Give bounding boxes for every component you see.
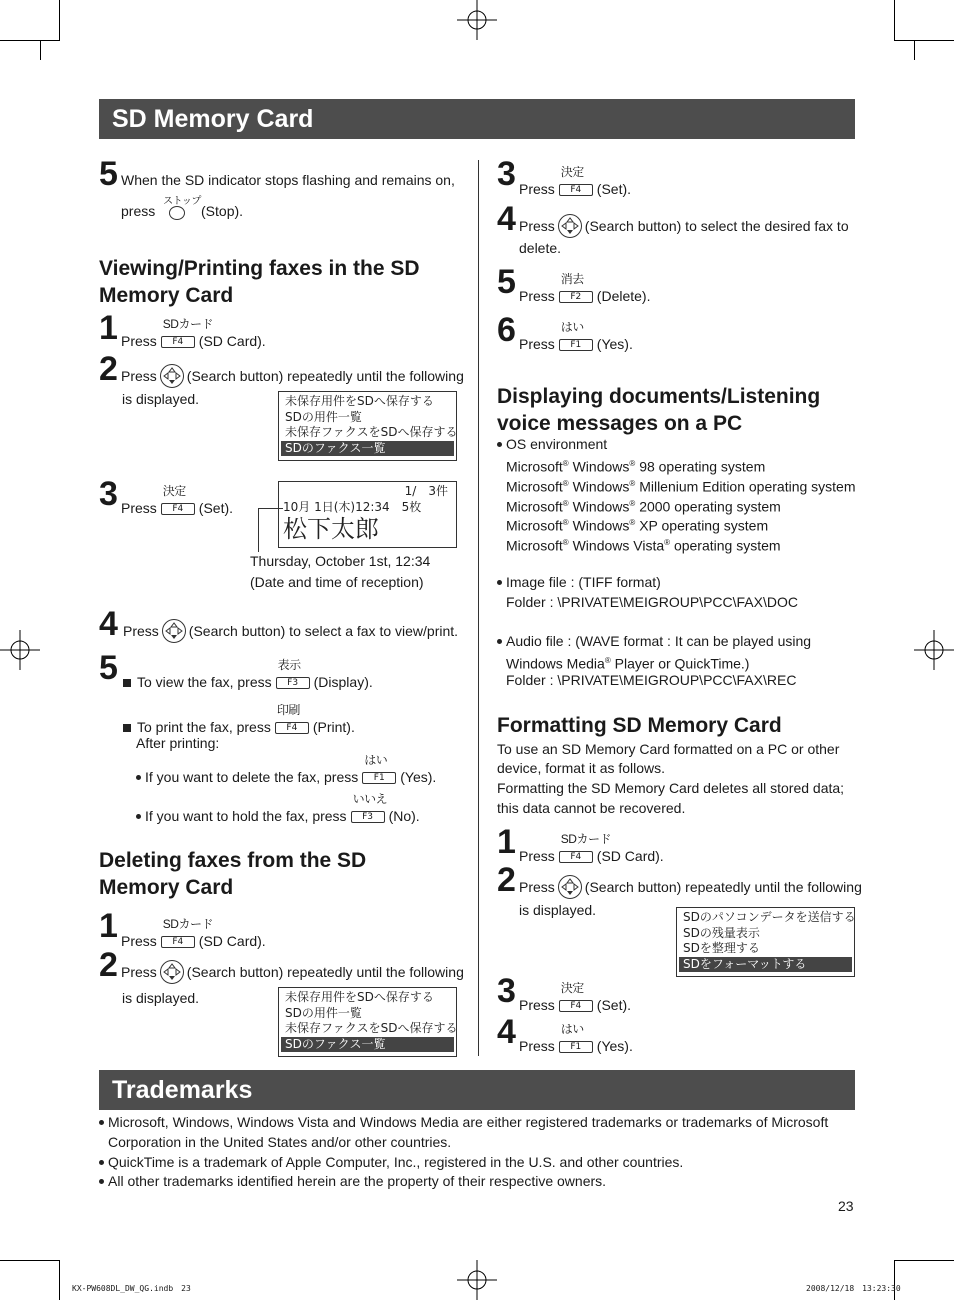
section-title: Formatting SD Memory Card xyxy=(497,714,782,737)
player-text: Player or QuickTime.) xyxy=(614,655,750,672)
step-number: 5 xyxy=(99,155,118,193)
bullet xyxy=(99,1160,104,1165)
f4-key xyxy=(559,981,593,1012)
step-suffix: (SD Card). xyxy=(596,848,664,864)
lcd-display-fax xyxy=(278,481,457,548)
list-item xyxy=(497,434,607,454)
press-label: press xyxy=(121,203,156,219)
title-line: Memory Card xyxy=(99,876,234,899)
key-label: 消去 xyxy=(560,272,584,286)
os-version: operating system xyxy=(673,537,781,554)
step-suffix: (Display). xyxy=(313,674,373,690)
square-bullet xyxy=(123,724,131,732)
bullet xyxy=(99,1120,104,1125)
key-code: F3 xyxy=(351,811,385,823)
stop-key-label: ストップ xyxy=(163,196,201,207)
key-label: 印刷 xyxy=(276,703,300,717)
trademark-text: All other trademarks identified herein are the property of their respective owners. xyxy=(108,1173,607,1189)
registered-mark: ® xyxy=(629,459,636,468)
win-text: Windows xyxy=(572,478,630,495)
step-number: 2 xyxy=(99,946,118,984)
key-label: はい xyxy=(560,320,584,334)
step-suffix: (Search button) repeatedly until the following xyxy=(584,879,862,895)
step-suffix: (Yes). xyxy=(596,1038,633,1054)
section-title xyxy=(497,383,820,437)
press-label: Press xyxy=(121,933,157,949)
folder-path: Folder : \PRIVATE\MEIGROUP\PCC\FAX\REC xyxy=(506,672,797,688)
step-prefix: If you want to delete the fax, press xyxy=(145,769,359,785)
key-label: いいえ xyxy=(352,792,388,806)
press-label: Press xyxy=(121,964,157,980)
step-suffix: (Print). xyxy=(312,719,355,735)
step-suffix: (Yes). xyxy=(400,769,437,785)
crop-mark xyxy=(894,0,895,40)
ms-text: Microsoft xyxy=(506,498,563,515)
step-suffix: (Delete). xyxy=(596,288,651,304)
step-text xyxy=(519,981,632,1015)
step-text: is displayed. xyxy=(122,391,200,407)
lcd-line: 未保存ファクスをSDへ保存する xyxy=(285,425,458,439)
key-label: SDカード xyxy=(162,317,213,331)
step-suffix: (Set). xyxy=(198,500,234,516)
caption: (Date and time of reception) xyxy=(250,574,424,590)
column-divider xyxy=(478,160,479,1056)
registered-mark: ® xyxy=(604,656,611,665)
step-prefix: To view the fax, press xyxy=(137,674,272,690)
trademark-text: Microsoft, Windows, Windows Vista and Windows Media are either registered trademarks or trademarks of Microsoft xyxy=(108,1114,829,1130)
key-code: F4 xyxy=(559,184,593,196)
crop-mark xyxy=(894,1260,895,1300)
step-text xyxy=(519,1022,633,1056)
os-version: XP operating system xyxy=(639,517,769,534)
lcd-line: SDのパソコンデータを送信する xyxy=(683,910,856,924)
trademark-text: QuickTime is a trademark of Apple Computer, Inc., registered in the U.S. and other countries. xyxy=(108,1154,684,1170)
step-suffix: (Set). xyxy=(596,997,632,1013)
press-label: Press xyxy=(519,1038,555,1054)
lcd-fax-count: 1/ 3件 xyxy=(404,484,448,498)
section-header-trademarks: Trademarks xyxy=(99,1070,855,1110)
key-label: 決定 xyxy=(560,165,584,179)
f4-key xyxy=(161,484,195,515)
bullet xyxy=(136,814,141,819)
key-label: SDカード xyxy=(560,832,611,846)
search-button-icon xyxy=(160,960,184,984)
caption: Thursday, October 1st, 12:34 xyxy=(250,553,431,569)
f4-key xyxy=(275,703,309,734)
step-number: 4 xyxy=(99,605,118,643)
section-header-sd-memory-card: SD Memory Card xyxy=(99,99,855,139)
search-button-icon xyxy=(558,875,582,899)
step-text xyxy=(519,875,862,899)
step-number: 1 xyxy=(99,309,118,347)
title-line: Displaying documents/Listening xyxy=(497,385,821,408)
step-text xyxy=(121,198,243,224)
paragraph-line: device, format it as follows. xyxy=(497,760,666,776)
media-text: Windows Media xyxy=(506,655,605,672)
step-text xyxy=(136,792,420,826)
search-button-icon xyxy=(162,619,186,643)
footer-file: KX-PW608DL_DW_QG.indb 23 xyxy=(72,1284,191,1293)
f3-key xyxy=(276,658,310,689)
key-code: F2 xyxy=(559,291,593,303)
f1-key xyxy=(362,753,396,784)
ms-text: Microsoft xyxy=(506,537,563,554)
section-title xyxy=(99,255,420,309)
bullet xyxy=(497,580,502,585)
step-suffix: (Search button) to select a fax to view/print. xyxy=(188,623,459,639)
step-text xyxy=(121,484,234,518)
step-number: 3 xyxy=(497,155,516,193)
image-file-label: Image file : (TIFF format) xyxy=(506,574,661,590)
step-number: 5 xyxy=(99,649,118,687)
registered-mark: ® xyxy=(629,499,636,508)
step-text: After printing: xyxy=(136,735,220,751)
title-line: Memory Card xyxy=(99,284,234,307)
win-text: Windows xyxy=(572,517,630,534)
step-prefix: If you want to hold the fax, press xyxy=(145,808,347,824)
lcd-line: 未保存用件をSDへ保存する xyxy=(285,394,434,408)
audio-file-label: Audio file : (WAVE format : It can be played using xyxy=(506,633,812,649)
lcd-line: SDの用件一覧 xyxy=(285,409,362,424)
stop-button xyxy=(163,196,201,224)
key-label: はい xyxy=(364,753,388,767)
key-code: F4 xyxy=(161,336,195,348)
f1-key xyxy=(559,1022,593,1053)
step-text xyxy=(121,317,266,351)
footer-timestamp: 2008/12/18 13:23:30 xyxy=(806,1284,901,1293)
step-number: 2 xyxy=(99,350,118,388)
key-code: F1 xyxy=(559,1041,593,1053)
title-line: Viewing/Printing faxes in the SD xyxy=(99,257,420,280)
key-code: F4 xyxy=(559,851,593,863)
step-text xyxy=(136,753,437,787)
lcd-line-selected: SDをフォーマットする xyxy=(679,957,852,973)
lcd-line: 未保存用件をSDへ保存する xyxy=(285,990,434,1004)
step-text: is displayed. xyxy=(122,990,200,1006)
step-suffix: (Search button) repeatedly until the following xyxy=(186,368,464,384)
lcd-line: SDの用件一覧 xyxy=(285,1005,362,1020)
step-number: 4 xyxy=(497,200,516,238)
step-suffix: (Yes). xyxy=(596,336,633,352)
key-code: F1 xyxy=(559,339,593,351)
list-item xyxy=(497,631,811,651)
callout-line xyxy=(258,508,259,552)
step-number: 3 xyxy=(99,475,118,513)
callout-line xyxy=(258,508,283,509)
lcd-line-selected: SDのファクス一覧 xyxy=(281,441,454,457)
trademark-item: Corporation in the United States and/or other countries. xyxy=(108,1134,452,1150)
press-label: Press xyxy=(519,997,555,1013)
bullet xyxy=(497,442,502,447)
step-text xyxy=(121,364,464,388)
paragraph-line: Formatting the SD Memory Card deletes all stored data; xyxy=(497,780,845,796)
registration-mark xyxy=(0,630,40,670)
lcd-fax-date: 10月 1日(木)12:34 5枚 xyxy=(283,499,422,514)
crop-mark xyxy=(894,40,954,41)
bullet xyxy=(136,775,141,780)
trademark-item xyxy=(99,1112,828,1132)
step-number: 1 xyxy=(497,823,516,861)
key-label: SDカード xyxy=(162,917,213,931)
press-label: Press xyxy=(519,336,555,352)
key-code: F1 xyxy=(362,772,396,784)
key-code: F4 xyxy=(161,936,195,948)
ms-text: Microsoft xyxy=(506,478,563,495)
key-code: F4 xyxy=(559,1000,593,1012)
press-label: Press xyxy=(519,181,555,197)
vista-text: Windows Vista xyxy=(572,537,665,554)
win-text: Windows xyxy=(572,498,630,515)
step-number: 3 xyxy=(497,972,516,1010)
step-suffix: (Stop). xyxy=(201,203,244,219)
step-number: 5 xyxy=(497,263,516,301)
os-version: Millenium Edition operating system xyxy=(639,478,856,495)
step-text: is displayed. xyxy=(519,902,597,918)
press-label: Press xyxy=(519,288,555,304)
step-number: 2 xyxy=(497,861,516,899)
search-button-icon xyxy=(558,214,582,238)
key-label: 表示 xyxy=(277,658,301,672)
crop-mark xyxy=(0,1260,60,1261)
registered-mark: ® xyxy=(562,538,569,547)
press-label: Press xyxy=(121,368,157,384)
step-suffix: (SD Card). xyxy=(198,333,266,349)
crop-mark xyxy=(914,40,915,60)
registered-mark: ® xyxy=(629,479,636,488)
press-label: Press xyxy=(121,500,157,516)
step-text: When the SD indicator stops flashing and remains on, xyxy=(121,172,455,188)
step-text xyxy=(519,832,664,866)
trademark-item xyxy=(99,1171,606,1191)
key-label: 決定 xyxy=(560,981,584,995)
press-label: Press xyxy=(519,848,555,864)
step-text xyxy=(123,619,458,643)
lcd-display xyxy=(278,987,457,1057)
crop-mark xyxy=(40,40,41,60)
step-text xyxy=(519,214,849,238)
key-label: 決定 xyxy=(162,484,186,498)
step-number: 1 xyxy=(99,907,118,945)
os-version: 2000 operating system xyxy=(639,498,781,515)
step-text xyxy=(519,320,633,354)
registered-mark: ® xyxy=(664,538,671,547)
key-label: はい xyxy=(560,1022,584,1036)
f4-key xyxy=(559,165,593,196)
paragraph-line: To use an SD Memory Card formatted on a PC or other xyxy=(497,741,840,757)
registration-mark xyxy=(457,0,497,40)
crop-mark xyxy=(0,40,60,41)
lcd-line: SDを整理する xyxy=(683,941,760,955)
step-text xyxy=(123,658,373,692)
registered-mark: ® xyxy=(562,479,569,488)
lcd-line: 未保存ファクスをSDへ保存する xyxy=(285,1021,458,1035)
step-suffix: (No). xyxy=(388,808,420,824)
registration-mark xyxy=(457,1260,497,1300)
title-line: Deleting faxes from the SD xyxy=(99,849,367,872)
lcd-line-selected: SDのファクス一覧 xyxy=(281,1037,454,1053)
square-bullet xyxy=(123,679,131,687)
os-version: 98 operating system xyxy=(639,458,766,475)
step-suffix: (Set). xyxy=(596,181,632,197)
press-label: Press xyxy=(123,623,159,639)
step-suffix: (SD Card). xyxy=(198,933,266,949)
key-code: F4 xyxy=(275,722,309,734)
registration-mark xyxy=(914,630,954,670)
f4-key xyxy=(161,317,213,348)
step-text xyxy=(519,272,651,306)
crop-mark xyxy=(59,1260,60,1300)
step-text xyxy=(519,165,632,199)
registered-mark: ® xyxy=(629,518,636,527)
registered-mark: ® xyxy=(562,518,569,527)
step-suffix: (Search button) to select the desired fax to xyxy=(584,218,849,234)
f4-key xyxy=(161,917,213,948)
bullet xyxy=(497,639,502,644)
step-number: 6 xyxy=(497,311,516,349)
key-code: F3 xyxy=(276,677,310,689)
paragraph-line: this data cannot be recovered. xyxy=(497,800,686,816)
step-text: delete. xyxy=(519,240,562,256)
lcd-fax-sender: 松下太郎 xyxy=(283,515,379,543)
crop-mark xyxy=(894,1260,954,1261)
page-number: 23 xyxy=(838,1198,854,1214)
f4-key xyxy=(559,832,611,863)
bullet xyxy=(99,1179,104,1184)
f2-key xyxy=(559,272,593,303)
win-text: Windows xyxy=(572,458,630,475)
step-text xyxy=(121,917,266,951)
lcd-display xyxy=(278,391,457,461)
registered-mark: ® xyxy=(562,459,569,468)
step-prefix: To print the fax, press xyxy=(137,719,271,735)
registered-mark: ® xyxy=(562,499,569,508)
key-code: F4 xyxy=(161,503,195,515)
trademark-item xyxy=(99,1152,683,1172)
ms-text: Microsoft xyxy=(506,517,563,534)
os-label: OS environment xyxy=(506,436,608,452)
step-text xyxy=(121,960,464,984)
ms-text: Microsoft xyxy=(506,458,563,475)
press-label: Press xyxy=(121,333,157,349)
list-item xyxy=(497,572,661,592)
f3-key xyxy=(351,792,388,823)
f1-key xyxy=(559,320,593,351)
press-label: Press xyxy=(519,218,555,234)
lcd-line: SDの残量表示 xyxy=(683,925,760,940)
step-suffix: (Search button) repeatedly until the following xyxy=(186,964,464,980)
lcd-display xyxy=(676,907,855,977)
search-button-icon xyxy=(160,364,184,388)
title-line: voice messages on a PC xyxy=(497,412,743,435)
step-number: 4 xyxy=(497,1013,516,1051)
stop-key-icon xyxy=(169,206,185,220)
section-title xyxy=(99,847,366,901)
press-label: Press xyxy=(519,879,555,895)
folder-path: Folder : \PRIVATE\MEIGROUP\PCC\FAX\DOC xyxy=(506,594,798,610)
crop-mark xyxy=(59,0,60,40)
os-item xyxy=(506,533,781,556)
